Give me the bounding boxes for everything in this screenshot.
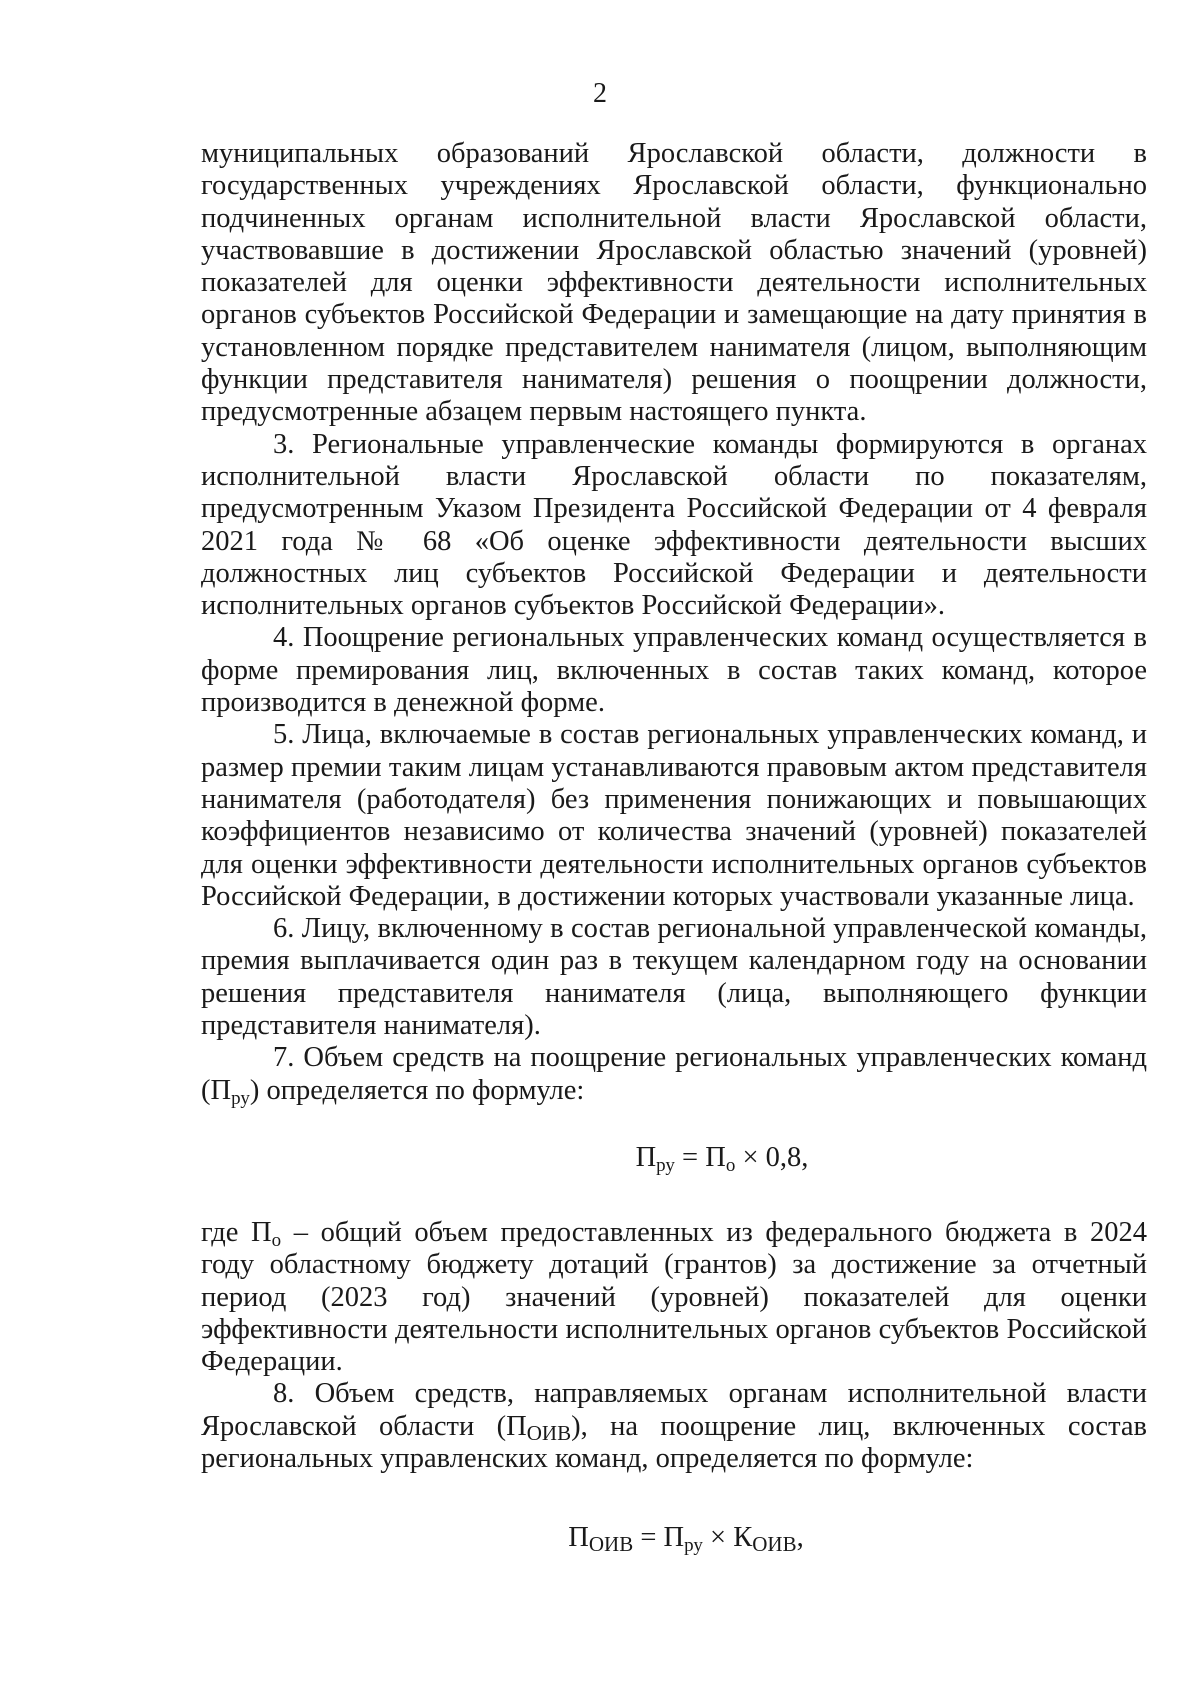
- page-number: 2: [593, 78, 607, 109]
- paragraph-3: 3. Региональные управленческие команды формируются в органах исполнительной власти Ярославской области по показателям, предусмотренным Указом Президента Российской Федерации от 4 февраля 2021 года № 68 «Об оценке эффективности деятельности высших должностных лиц субъектов Российской Федерации и деятельности исполнительных органов субъектов Российской Федерации».: [201, 428, 1147, 622]
- formula-p-oiv: $П_{ОИВ} = П_{ру} \times К_{ОИВ}$,: [568, 1522, 804, 1557]
- subscript-ru: ру: [231, 1087, 250, 1109]
- formula-p-ru: $П_{ру} = П_о \times 0,8$,: [635, 1141, 809, 1176]
- subscript-oiv: ОИВ: [526, 1420, 572, 1445]
- paragraph-continuation: муниципальных образований Ярославской области, должности в государственных учреждениях Ярославской области, функционально подчиненных органам исполнительной власти Ярославской области, участвовавшие в достижении Ярославской областью значений (уровней) показателей для оценки эффективности деятельности исполнительных органов субъектов Российской Федерации и замещающие на дату принятия в установленном порядке представителем нанимателя (лицом, выполняющим функции представителя нанимателя) решения о поощрении должности, предусмотренные абзацем первым настоящего пункта.: [201, 138, 1147, 428]
- paragraph-8: 8. Объем средств, направляемых органам исполнительной власти Ярославской области $(П_{ОИВ})$, на поощрение лиц, включенных состав региональных управленских команд, определяется по формуле:: [201, 1378, 1147, 1474]
- paragraph-7: 7. Объем средств на поощрение региональных управленческих команд $(П_{ру})$ определяется по формуле:: [201, 1042, 1147, 1109]
- paragraph-where: где $П_о$ – общий объем предоставленных из федерального бюджета в 2024 году областному бюджету дотаций (грантов) за достижение за отчетный период (2023 год) значений (уровней) показателей для оценки эффективности деятельности исполнительных органов субъектов Российской Федерации.: [201, 1216, 1147, 1378]
- paragraph-7-tail: определяется по формуле:: [266, 1074, 585, 1106]
- paragraph-6: 6. Лицу, включенному в состав региональной управленческой команды, премия выплачивается один раз в текущем календарном году на основании решения представителя нанимателя (лица, выполняющего функции представителя нанимателя).: [201, 913, 1147, 1042]
- paragraph-7-text: 7. Объем средств на поощрение региональных управленческих команд: [273, 1042, 1147, 1074]
- document-body: [201, 138, 1147, 1555]
- paragraph-4: 4. Поощрение региональных управленческих команд осуществляется в форме премирования лиц, включенных в состав таких команд, которое производится в денежной форме.: [201, 622, 1147, 719]
- paragraph-5: 5. Лица, включаемые в состав региональных управленческих команд, и размер премии таким лицам устанавливаются правовым актом представителя нанимателя (работодателя) без применения понижающих и повышающих коэффициентов независимо от количества значений (уровней) показателей для оценки эффективности деятельности исполнительных органов субъектов Российской Федерации, в достижении которых участвовали указанные лица.: [201, 719, 1147, 912]
